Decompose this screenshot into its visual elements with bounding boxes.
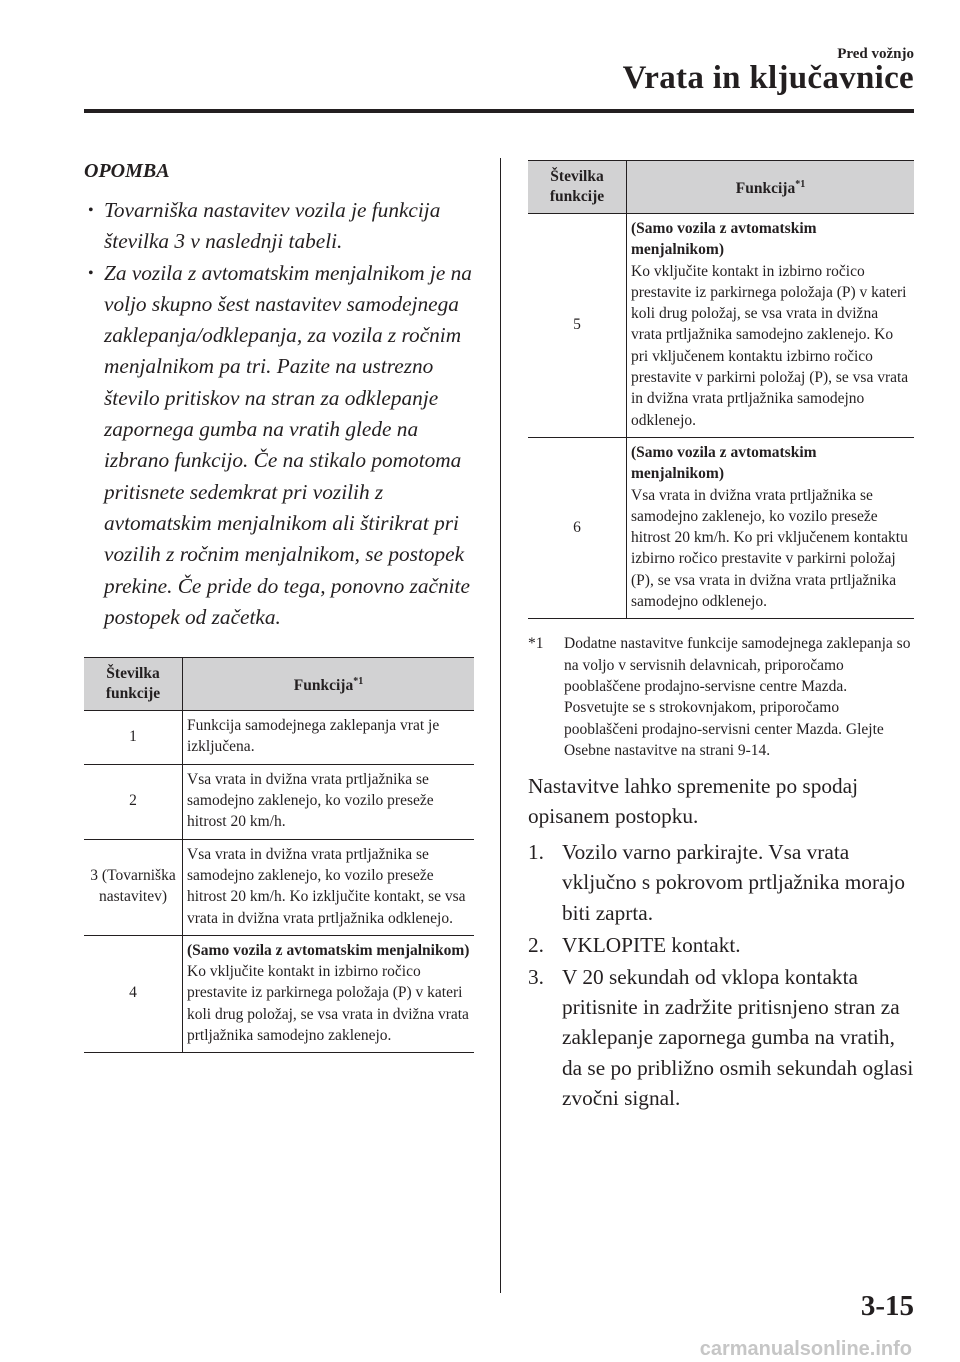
table-cell-description: Funkcija samodejnega zaklepanja vrat je izključena. xyxy=(183,711,475,765)
footnote-ref: *1 xyxy=(795,178,806,190)
note-item-text: Tovarniška nastavitev vozila je funkcija številka 3 v naslednji tabeli. xyxy=(104,198,441,254)
watermark: carmanualsonline.info xyxy=(699,1338,912,1360)
table-header-number: Številka funkcije xyxy=(84,658,183,711)
table-cell-number: 4 xyxy=(84,935,183,1052)
table-header-function: Funkcija$^{*1}$ xyxy=(627,161,915,214)
table-row xyxy=(84,711,474,765)
step-number: 2. xyxy=(528,932,544,957)
step-text: Vozilo varno parkirajte. Vsa vrata vključno s pokrovom prtljažnika morajo biti zaprta. xyxy=(562,840,906,925)
table-cell-number: 6 xyxy=(528,437,627,618)
bullet-icon: • xyxy=(88,264,94,282)
table-cell-description: Vsa vrata in dvižna vrata prtljažnika se samodejno zaklenejo, ko vozilo preseže hitrost 20 km/h. Ko izključite kontakt, se vsa vrata in dvižna vrata prtljažnika odklenejo. xyxy=(183,839,475,935)
table-header-function: Funkcija$^{*1}$ xyxy=(183,658,475,711)
list-item xyxy=(528,962,914,1113)
right-column xyxy=(528,160,914,1115)
table-cell-number: 1 xyxy=(84,711,183,765)
step-text: V 20 sekundah od vklopa kontakta pritisnite in zadržite pritisnjeno stran za zaklepanje zapornega gumba na vratih, da se po približno osmih sekundah oglasi zvočni signal. xyxy=(562,964,914,1110)
left-column xyxy=(84,160,474,1053)
page-title: Vrata in ključavnice xyxy=(622,60,914,96)
note-item xyxy=(84,195,474,258)
table-row xyxy=(528,214,914,438)
step-number: 3. xyxy=(528,964,544,989)
note-item-text: Za vozila z avtomatskim menjalnikom je na voljo skupno šest nastavitev samodejnega zaklepanja/odklepanja, za vozila z ročnim menjalnikom pa tri. Pazite na ustrezno število pritiskov na stran za odklepanje zapornega gumba na vratih glede na izbrano funkcijo. Če na stikalo pomotoma pritisnete sedemkrat pri vozilih z avtomatskim menjalnikom ali štirikrat pri vozilih z ročnim menjalnikom, se postopek prekine. Če pride do tega, ponovno začnite postopek od začetka. xyxy=(104,260,472,629)
table-header-row xyxy=(84,658,474,711)
function-table-right xyxy=(528,160,914,619)
footnote-ref: *1 xyxy=(353,676,364,688)
note-list xyxy=(84,195,474,633)
page-number: 3-15 xyxy=(860,1290,914,1322)
table-row xyxy=(84,935,474,1052)
footnote-text: Dodatne nastavitve funkcije samodejnega zaklepanja so na voljo v servisnih delavnicah, priporočamo pooblaščene prodajno-servisne centre Mazda. Posvetujte se s strokovnjakom, priporočamo pooblaščeni prodajno-servisni center Mazda. Glejte Osebne nastavitve na strani 9-14. xyxy=(564,635,911,759)
table-cell-description: (Samo vozila z avtomatskim menjalnikom) Vsa vrata in dvižna vrata prtljažnika se samodejno zaklenejo, ko vozilo preseže hitrost 20 km/h. Ko pri vključenem kontaktu izbirno ročico prestavite v parkirni položaj (P), se vsa vrata in dvižna vrata prtljažnika samodejno odklenejo. xyxy=(627,437,915,618)
footnote xyxy=(528,633,914,761)
table-header-row xyxy=(528,161,914,214)
column-divider xyxy=(500,158,501,1293)
step-number: 1. xyxy=(528,840,544,865)
bullet-icon: • xyxy=(88,202,94,219)
list-item xyxy=(528,930,914,960)
table-row xyxy=(528,437,914,618)
table-row xyxy=(84,839,474,935)
table-cell-description: Vsa vrata in dvižna vrata prtljažnika se samodejno zaklenejo, ko vozilo preseže hitrost 20 km/h. xyxy=(183,764,475,839)
table-cell-number: 2 xyxy=(84,764,183,839)
table-cell-number: 3 (Tovarniška nastavitev) xyxy=(84,839,183,935)
note-item xyxy=(84,258,474,634)
note-title: OPOMBA xyxy=(84,160,170,182)
header-section: Pred vožnjo xyxy=(837,46,914,62)
step-text: VKLOPITE kontakt. xyxy=(562,932,741,957)
list-item xyxy=(528,837,914,928)
table-row xyxy=(84,764,474,839)
table-header-number: Številka funkcije xyxy=(528,161,627,214)
intro-paragraph: Nastavitve lahko spremenite po spodaj opisanem postopku. xyxy=(528,774,859,829)
function-table-left xyxy=(84,657,474,1053)
table-cell-description: (Samo vozila z avtomatskim menjalnikom) Ko vključite kontakt in izbirno ročico prestavite iz parkirnega položaja (P) v kateri koli drug položaj, se vsa vrata in dvižna vrata prtljažnika samodejno zaklenejo. Ko pri vključenem kontaktu izbirno ročico prestavite v parkirni položaj (P), se vsa vrata in dvižna vrata prtljažnika samodejno odklenejo. xyxy=(627,214,915,438)
header-rule xyxy=(84,109,914,113)
table-cell-description: (Samo vozila z avtomatskim menjalnikom) Ko vključite kontakt in izbirno ročico prestavite iz parkirnega položaja (P) v kateri koli drug položaj, se vsa vrata in dvižna vrata prtljažnika samodejno zaklenejo. xyxy=(183,935,475,1052)
footnote-mark: *1 xyxy=(528,635,544,653)
steps-list xyxy=(528,837,914,1113)
table-cell-number: 5 xyxy=(528,214,627,438)
